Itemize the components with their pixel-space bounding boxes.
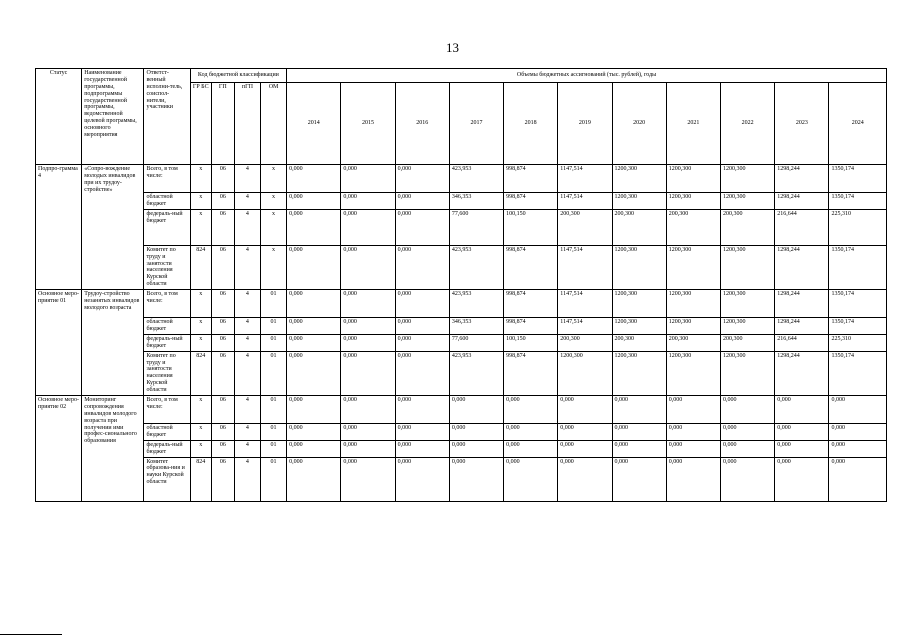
value-2017: 0,000 <box>449 424 503 441</box>
table-row <box>36 165 887 193</box>
table-row <box>36 440 887 457</box>
value-2021: 0,000 <box>666 424 720 441</box>
value-2022: 1200,300 <box>721 318 775 335</box>
code-gp: 06 <box>211 245 234 289</box>
value-2016: 0,000 <box>395 245 449 289</box>
value-2018: 0,000 <box>504 396 558 424</box>
value-2014: 0,000 <box>287 334 341 351</box>
value-2022: 1200,300 <box>721 351 775 395</box>
code-pgp: 4 <box>234 424 260 441</box>
value-2023: 1298,244 <box>775 318 829 335</box>
page-number: 13 <box>446 40 459 55</box>
value-2019: 1147,514 <box>558 193 612 210</box>
code-gp: 06 <box>211 351 234 395</box>
value-2020: 200,300 <box>612 209 666 245</box>
code-gp: 06 <box>211 290 234 318</box>
header-year-2022: 2022 <box>721 83 775 165</box>
header-year-2016: 2016 <box>395 83 449 165</box>
value-2018: 0,000 <box>504 457 558 501</box>
value-2022: 0,000 <box>721 457 775 501</box>
code-om: х <box>260 165 286 193</box>
value-2020: 1200,300 <box>612 290 666 318</box>
code-gp: 06 <box>211 440 234 457</box>
value-2017: 0,000 <box>449 457 503 501</box>
value-2023: 1298,244 <box>775 165 829 193</box>
row-program-name: Мониторинг сопровождения инвалидов молодого возраста при получении ими профес-сионального образования <box>82 396 144 502</box>
value-2015: 0,000 <box>341 193 395 210</box>
value-2014: 0,000 <box>287 457 341 501</box>
value-2016: 0,000 <box>395 351 449 395</box>
value-2019: 1147,514 <box>558 165 612 193</box>
value-2022: 0,000 <box>721 396 775 424</box>
header-year-2018: 2018 <box>504 83 558 165</box>
table-row <box>36 318 887 335</box>
value-2023: 1298,244 <box>775 351 829 395</box>
value-2024: 1350,174 <box>829 193 887 210</box>
value-2014: 0,000 <box>287 193 341 210</box>
table-row <box>36 396 887 424</box>
value-2022: 1200,300 <box>721 290 775 318</box>
code-pgp: 4 <box>234 165 260 193</box>
value-2019: 1147,514 <box>558 318 612 335</box>
value-2019: 1147,514 <box>558 290 612 318</box>
code-om: 01 <box>260 457 286 501</box>
header-status: Статус <box>36 69 82 165</box>
value-2014: 0,000 <box>287 165 341 193</box>
code-grbs: х <box>190 165 211 193</box>
value-2019: 0,000 <box>558 440 612 457</box>
table-row <box>36 209 887 245</box>
value-2016: 0,000 <box>395 334 449 351</box>
code-pgp: 4 <box>234 245 260 289</box>
code-om: 01 <box>260 351 286 395</box>
value-2020: 1200,300 <box>612 165 666 193</box>
value-2015: 0,000 <box>341 165 395 193</box>
header-year-2017: 2017 <box>449 83 503 165</box>
code-gp: 06 <box>211 424 234 441</box>
code-om: 01 <box>260 440 286 457</box>
value-2023: 0,000 <box>775 457 829 501</box>
value-2015: 0,000 <box>341 290 395 318</box>
value-2018: 100,150 <box>504 209 558 245</box>
code-grbs: 824 <box>190 351 211 395</box>
value-2020: 0,000 <box>612 457 666 501</box>
row-responsible: Всего, в том числе: <box>144 165 190 193</box>
row-responsible: Всего, в том числе: <box>144 396 190 424</box>
value-2022: 1200,300 <box>721 165 775 193</box>
value-2024: 0,000 <box>829 440 887 457</box>
value-2021: 1200,300 <box>666 165 720 193</box>
code-pgp: 4 <box>234 290 260 318</box>
row-responsible: федераль-ный бюджет <box>144 334 190 351</box>
value-2015: 0,000 <box>341 457 395 501</box>
value-2018: 998,874 <box>504 318 558 335</box>
header-budget-code: Код бюджетной классификации <box>190 69 286 83</box>
value-2017: 346,353 <box>449 193 503 210</box>
value-2020: 0,000 <box>612 424 666 441</box>
value-2014: 0,000 <box>287 209 341 245</box>
value-2017: 423,953 <box>449 290 503 318</box>
table-row <box>36 290 887 318</box>
code-om: х <box>260 209 286 245</box>
code-pgp: 4 <box>234 457 260 501</box>
value-2020: 1200,300 <box>612 193 666 210</box>
value-2021: 1200,300 <box>666 318 720 335</box>
code-pgp: 4 <box>234 209 260 245</box>
code-grbs: х <box>190 334 211 351</box>
table-row <box>36 351 887 395</box>
value-2023: 0,000 <box>775 440 829 457</box>
value-2016: 0,000 <box>395 209 449 245</box>
value-2014: 0,000 <box>287 424 341 441</box>
row-status: Основное меро-приятие 01 <box>36 290 82 396</box>
value-2018: 998,874 <box>504 351 558 395</box>
code-om: 01 <box>260 290 286 318</box>
code-gp: 06 <box>211 334 234 351</box>
value-2021: 1200,300 <box>666 193 720 210</box>
value-2020: 1200,300 <box>612 318 666 335</box>
value-2024: 0,000 <box>829 396 887 424</box>
code-om: 01 <box>260 424 286 441</box>
value-2024: 1350,174 <box>829 351 887 395</box>
code-pgp: 4 <box>234 318 260 335</box>
code-grbs: х <box>190 318 211 335</box>
value-2024: 225,310 <box>829 334 887 351</box>
value-2024: 1350,174 <box>829 165 887 193</box>
code-pgp: 4 <box>234 396 260 424</box>
code-grbs: х <box>190 193 211 210</box>
row-responsible: Всего, в том числе: <box>144 290 190 318</box>
value-2021: 0,000 <box>666 396 720 424</box>
code-om: 01 <box>260 334 286 351</box>
value-2017: 0,000 <box>449 396 503 424</box>
header-year-2023: 2023 <box>775 83 829 165</box>
code-gp: 06 <box>211 193 234 210</box>
value-2019: 0,000 <box>558 424 612 441</box>
header-year-2024: 2024 <box>829 83 887 165</box>
value-2019: 1147,514 <box>558 245 612 289</box>
value-2021: 200,300 <box>666 334 720 351</box>
value-2021: 0,000 <box>666 440 720 457</box>
row-program-name: «Сопро-вождение молодых инвалидов при их трудоу-стройстве» <box>82 165 144 290</box>
value-2022: 200,300 <box>721 209 775 245</box>
value-2015: 0,000 <box>341 351 395 395</box>
value-2021: 0,000 <box>666 457 720 501</box>
header-year-2014: 2014 <box>287 83 341 165</box>
value-2017: 423,953 <box>449 245 503 289</box>
value-2014: 0,000 <box>287 290 341 318</box>
value-2016: 0,000 <box>395 290 449 318</box>
value-2014: 0,000 <box>287 245 341 289</box>
value-2023: 0,000 <box>775 396 829 424</box>
value-2019: 0,000 <box>558 457 612 501</box>
value-2023: 1298,244 <box>775 245 829 289</box>
value-2022: 1200,300 <box>721 193 775 210</box>
value-2024: 1350,174 <box>829 290 887 318</box>
value-2021: 200,300 <box>666 209 720 245</box>
value-2017: 346,353 <box>449 318 503 335</box>
value-2015: 0,000 <box>341 318 395 335</box>
row-responsible: Комитет по труду и занятости населения Курской области <box>144 351 190 395</box>
header-name: Наименование государственной программы, подпрограммы государственной программы, ведомственной целевой программы, основного мероприятия <box>82 69 144 165</box>
value-2020: 1200,300 <box>612 245 666 289</box>
code-grbs: х <box>190 290 211 318</box>
value-2017: 0,000 <box>449 440 503 457</box>
row-status: Основное меро-приятие 02 <box>36 396 82 502</box>
header-gp: ГП <box>211 83 234 165</box>
value-2020: 0,000 <box>612 440 666 457</box>
table-row <box>36 245 887 289</box>
value-2018: 0,000 <box>504 424 558 441</box>
value-2024: 1350,174 <box>829 318 887 335</box>
value-2020: 0,000 <box>612 396 666 424</box>
table-row <box>36 424 887 441</box>
header-year-2019: 2019 <box>558 83 612 165</box>
value-2014: 0,000 <box>287 318 341 335</box>
header-year-2021: 2021 <box>666 83 720 165</box>
value-2019: 0,000 <box>558 396 612 424</box>
code-gp: 06 <box>211 209 234 245</box>
header-om: ОМ <box>260 83 286 165</box>
value-2023: 1298,244 <box>775 193 829 210</box>
value-2020: 200,300 <box>612 334 666 351</box>
row-responsible: Комитет по труду и занятости населения Курской области <box>144 245 190 289</box>
header-grbs: ГР БС <box>190 83 211 165</box>
header-year-2015: 2015 <box>341 83 395 165</box>
code-grbs: х <box>190 209 211 245</box>
row-responsible: федераль-ный бюджет <box>144 440 190 457</box>
value-2023: 216,644 <box>775 334 829 351</box>
value-2018: 998,874 <box>504 245 558 289</box>
value-2019: 200,300 <box>558 334 612 351</box>
header-pgp: пГП <box>234 83 260 165</box>
budget-allocation-table <box>35 68 887 502</box>
footnote-divider <box>0 634 62 635</box>
code-gp: 06 <box>211 396 234 424</box>
value-2024: 0,000 <box>829 424 887 441</box>
code-gp: 06 <box>211 457 234 501</box>
value-2017: 77,600 <box>449 334 503 351</box>
value-2016: 0,000 <box>395 457 449 501</box>
value-2015: 0,000 <box>341 424 395 441</box>
value-2018: 998,874 <box>504 165 558 193</box>
value-2016: 0,000 <box>395 318 449 335</box>
value-2021: 1200,300 <box>666 351 720 395</box>
code-om: 01 <box>260 318 286 335</box>
value-2022: 200,300 <box>721 334 775 351</box>
code-grbs: х <box>190 424 211 441</box>
code-grbs: х <box>190 440 211 457</box>
table-row <box>36 193 887 210</box>
code-om: х <box>260 193 286 210</box>
code-pgp: 4 <box>234 334 260 351</box>
value-2021: 1200,300 <box>666 245 720 289</box>
value-2018: 998,874 <box>504 290 558 318</box>
value-2015: 0,000 <box>341 209 395 245</box>
value-2018: 100,150 <box>504 334 558 351</box>
value-2014: 0,000 <box>287 351 341 395</box>
code-pgp: 4 <box>234 351 260 395</box>
value-2024: 0,000 <box>829 457 887 501</box>
value-2022: 0,000 <box>721 424 775 441</box>
row-responsible: областной бюджет <box>144 193 190 210</box>
value-2018: 0,000 <box>504 440 558 457</box>
row-status: Подпро-грамма 4 <box>36 165 82 290</box>
code-om: 01 <box>260 396 286 424</box>
header-year-2020: 2020 <box>612 83 666 165</box>
code-pgp: 4 <box>234 440 260 457</box>
code-grbs: 824 <box>190 245 211 289</box>
code-gp: 06 <box>211 318 234 335</box>
row-responsible: областной бюджет <box>144 318 190 335</box>
row-responsible: областной бюджет <box>144 424 190 441</box>
value-2017: 423,953 <box>449 165 503 193</box>
value-2021: 1200,300 <box>666 290 720 318</box>
code-grbs: 824 <box>190 457 211 501</box>
table-row <box>36 334 887 351</box>
row-program-name: Трудоу-стройство незанятых инвалидов молодого возраста <box>82 290 144 396</box>
value-2016: 0,000 <box>395 165 449 193</box>
value-2019: 200,300 <box>558 209 612 245</box>
row-responsible: федераль-ный бюджет <box>144 209 190 245</box>
value-2018: 998,874 <box>504 193 558 210</box>
code-om: х <box>260 245 286 289</box>
value-2015: 0,000 <box>341 245 395 289</box>
value-2016: 0,000 <box>395 396 449 424</box>
value-2024: 225,310 <box>829 209 887 245</box>
value-2019: 1200,300 <box>558 351 612 395</box>
value-2017: 423,953 <box>449 351 503 395</box>
value-2017: 77,600 <box>449 209 503 245</box>
code-pgp: 4 <box>234 193 260 210</box>
table-row <box>36 457 887 501</box>
value-2022: 0,000 <box>721 440 775 457</box>
value-2024: 1350,174 <box>829 245 887 289</box>
row-responsible: Комитет образова-ния и науки Курской области <box>144 457 190 501</box>
code-gp: 06 <box>211 165 234 193</box>
header-responsible: Ответст-венный исполни-тель, соиспол-нители, участники <box>144 69 190 165</box>
value-2022: 1200,300 <box>721 245 775 289</box>
value-2023: 1298,244 <box>775 290 829 318</box>
code-grbs: х <box>190 396 211 424</box>
value-2020: 1200,300 <box>612 351 666 395</box>
value-2023: 216,644 <box>775 209 829 245</box>
value-2016: 0,000 <box>395 440 449 457</box>
value-2023: 0,000 <box>775 424 829 441</box>
value-2014: 0,000 <box>287 396 341 424</box>
value-2015: 0,000 <box>341 334 395 351</box>
header-volumes: Объемы бюджетных ассигнований (тыс. рублей), годы <box>287 69 887 83</box>
value-2014: 0,000 <box>287 440 341 457</box>
value-2016: 0,000 <box>395 193 449 210</box>
value-2016: 0,000 <box>395 424 449 441</box>
value-2015: 0,000 <box>341 440 395 457</box>
value-2015: 0,000 <box>341 396 395 424</box>
